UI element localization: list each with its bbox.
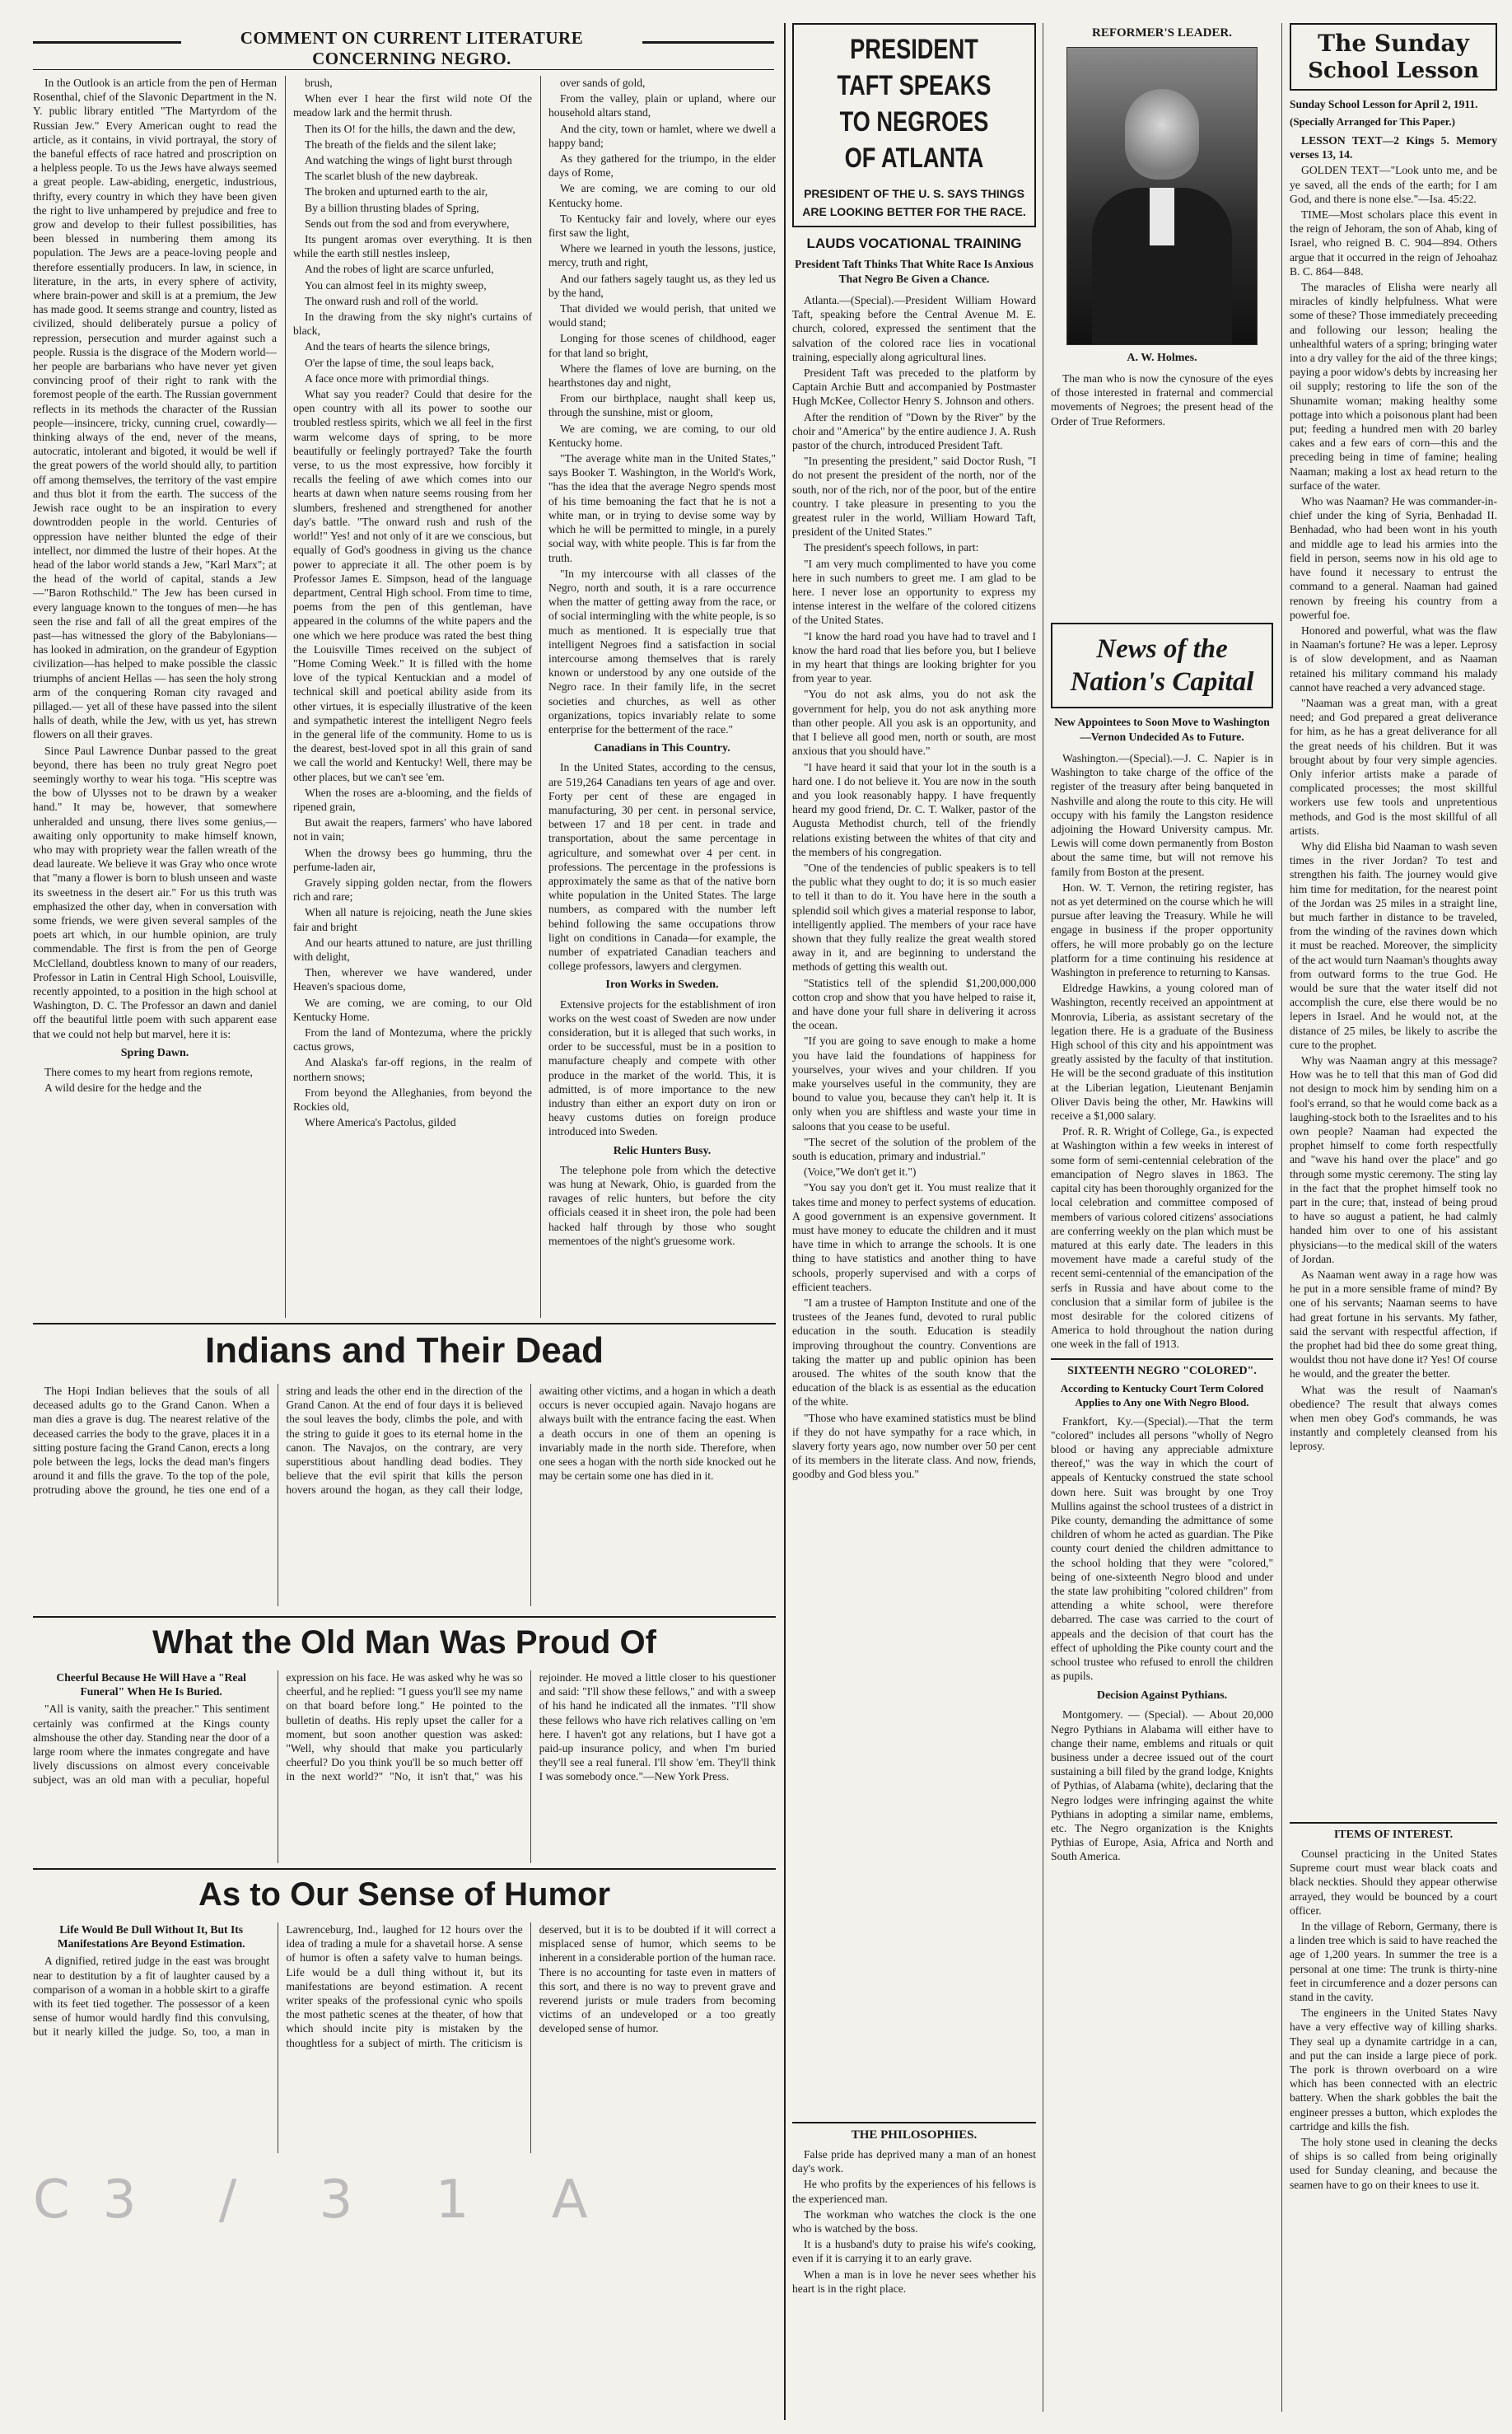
philosophy-item: He who profits by the experiences of his fellows is the experienced man. [792,2178,1036,2205]
poem-line: From the valley, plain or upland, where our household altars stand, [548,92,776,119]
oldman-body: "All is vanity, saith the preacher." This sentiment certainly was confirmed at the Kings county almshouse the other day. Standing near the door of a large room where the inmates congregate and have lively discussions on almost every conceivable subject, was an old man with a peculiar, hopeful expression on his face. He was asked why he was so cheerful, and he replied: "I guess you'll see my name on that board before long." He pointed to the bulletin of deaths. His reply upset the caller for a moment, but soon another question was asked: "Well, why should that make you particularly cheerful? Do you think you'll be so much better off in the next world?" "No, it isn't that," was his rejoinder. He moved a little closer to his questioner and said: "I'll show these fellows," and with a sweep of his hand he indicated all the inmates. "I'll show these fellows who have rich relatives calling on 'em here. I haven't got any relations, but I have got a paid-up insurance policy, and when I'm buried they'll see a real funeral. I'll show 'em. They'll think I was somebody once."—New York Press. [33,1671,776,1787]
philosophy-item: When a man is in love he never sees whether his heart is in the right place. [792,2268,1036,2295]
poem-line: Where America's Pactolus, gilded [305,1116,456,1129]
comment-column-1 [33,76,277,1318]
poem-line: over sands of gold, [560,77,646,89]
humor-title: As to Our Sense of Humor [198,1876,611,1913]
comment-paragraph: Extensive projects for the establishment of iron works on the west coast of Sweden are now under consideration, but it is alleged that such works, in order to be successful, must be in a position to manufacture cheaply and compete with other produce in the market of the world. This, it is admitted, is of more importance to the new industry than either an export duty on iron or heavy customs duties on foreign produce introduced into Sweden. [548,997,776,1138]
news-paragraph: Washington.—(Special).—J. C. Napier is in Washington to take charge of the office of the register of the treasury after being banqueted in Nashville and along the route to this city. He will occupy with his family the Langston residence adjoining the Howard University campus. Mr. Lewis will come down permanently from Boston about the same time, but will not remove his family from Boston at the present. [1051,752,1273,878]
comment-header-title: COMMENT ON CURRENT LITERATURE CONCERNING NEGRO. [181,28,642,59]
items-paragraph: The engineers in the United States Navy have a very effective way of killing sharks. They seal up a dynamite cartridge in a can, and put the can inside a large piece of pork. The pork is thrown overboard on a wire which has been connected with an electric battery. When the shark gobbles the bait the engineer presses a button, which explodes the cartridge and kills the fish. [1290,2007,1497,2133]
poem-line: The onward rush and roll of the world. [305,294,478,307]
comment-header [33,23,774,64]
poem-line: Sends out from the sod and from everywhere, [305,217,510,230]
taft-deck-2: LAUDS VOCATIONAL TRAINING [806,236,1022,251]
taft-title: PRESIDENT TAFT SPEAKS TO NEGROES OF ATLANTA [837,34,992,174]
oldman-deck: Cheerful Because He Will Have a "Real Funeral" When He Is Buried. [56,1671,246,1698]
taft-body [792,293,1036,2122]
taft-paragraph: "I have heard it said that your lot in the south is a hard one. I do not believe it. You are now in the south and you look reasonably happy. I have frequently heard my good friend, Dr. C. T. Walker, pastor of the Augusta Methodist church, tell of the friendly relations existing between the whites of that city and the members of his congregation. [792,760,1036,858]
poem-line: O'er the lapse of time, the soul leaps back, [305,356,494,369]
poem-line: That divided we would perish, that united we would stand; [548,302,776,329]
comment-paragraph: "The average white man in the United States," says Booker T. Washington, in the World's Work, "has the idea that the average Negro spends most of his time bemoaning the fact that he is not a white man, or in trying to devise some way by which he will be permitted to mingle, in a purely social way, with white people. This is far from the truth. [548,452,776,564]
taft-paragraph: "Statistics tell of the splendid $1,200,000,000 cotton crop and show that you have helped to raise it, and have done your full share in delivering it across the ocean. [792,976,1036,1032]
sixteenth-title: SIXTEENTH NEGRO "COLORED". [1067,1364,1257,1377]
poem-line: You can almost feel in its mighty sweep, [305,278,487,292]
poem-line: When all nature is rejoicing, neath the June skies fair and bright [293,906,532,933]
poem-line: To Kentucky fair and lovely, where our eyes first saw the light, [548,212,776,240]
reformer-portrait [1066,47,1258,345]
poem-line: Gravely sipping golden nectar, from the flowers rich and rare; [293,876,532,904]
sunday-special: (Specially Arranged for This Paper.) [1290,115,1455,128]
taft-paragraph: After the rendition of "Down by the River" by the choir and "America" by the entire audience J. A. Rush pastor of the church, introduced President Taft. [792,410,1036,452]
comment-paragraph: Since Paul Lawrence Dunbar passed to the great beyond, there has been no truly great Negro poet seemingly worthy to wear his toga. "His sceptre was the bow of Ulysses not to be drawn by a weaker hand." It may be, however, that somewhere unheralded and unsung, there lives some genius,—awaiting only opportunity to make himself known, who may with propriety wear the fallen wreath of the dead laureate. We believe it was Gray who once wrote that "many a flower is born to blush unseen and waste its sweetness in the desert air." For us this truth was emphasized the other day, when in conversation with some friends, we were given several samples of the poets art which, in our humble opinion, are truly commendable. The first is from the pen of George McClelland, doubtless known to many of our readers, Professor in Latin in Central High School, Louisville, recently appointed, to a position in the high school at Washington, D. C. The Professor an dawn and daniel off the beautiful little poem with such apparent ease that we could not help but marvel, here it is: [33,744,277,1040]
pythians-body: Montgomery. — (Special). — About 20,000 Negro Pythians in Alabama will either have to change their name, emblems and rituals or quit business under a decree issued out of the court sustaining a bill filed by the grand lodge, Knights of Pythias, of Alabama (white), declaring that the Negro lodges were infringing against the white Pythians in adopting a similar name, emblems, etc. The Negro organization is the Knights Pythias of Europe, Asia, Africa and North and South America. [1051,1708,1273,1863]
sixteenth-body: Frankfort, Ky.—(Special).—That the term "colored" includes all persons "wholly of Negro blood or having any appreciable admixture thereof," was the way in which the court of appeals of Kentucky construed the state school down here. Suit was brought by one Troy Mullins against the school trustees of a district in Pike county, demanding the admittance of some children of whom he acted as guardian. The Pike county court denied the children admittance to the school holding that they were "colored," being of one-sixteenth Negro blood and under the state law prohibiting "colored children" from attending a white school, were therefore debarred. The case was carried to the court of appeals and the decision of that court has the effect of upholding the Pike county court and the school trustee who refused to enroll the children as pupils. [1051,1414,1273,1683]
poem-line: And the city, town or hamlet, where we dwell a happy band; [548,122,776,149]
items-paragraph: The holy stone used in cleaning the decks of ships is so called from being originally used for Sunday cleaning, and because the seamen have to go on their knees to use it. [1290,2136,1497,2191]
comment-paragraph: The telephone pole from which the detective was hung at Newark, Ohio, is guarded from the ravages of relic hunters, but before the city officials ceased it in sheet iron, the pole had been hacked half through by those who sought mementoes of the night's gruesome work. [548,1163,776,1247]
canadians-subhead: Canadians in This Country. [594,742,730,755]
items-box [1290,1822,1497,2192]
poem-line: Longing for those scenes of childhood, eager for that land so bright, [548,332,776,359]
news-paragraph: Eldredge Hawkins, a young colored man of Washington, recently received an appointment at Monrovia, Liberia, as assistant secretary of the legation there. He is a graduate of the Business High school of this city and his appointment was greatly assisted by the faculty of that institution. He will be the second graduate of this institution at the Liberian legation, Lieutenant Benjamin Oliver Davis being the other, Mr. Hawkins will receive a $1,000 salary. [1051,982,1273,1123]
poem-line: From the land of Montezuma, where the prickly cactus grows, [293,1026,532,1053]
poem-line: Its pungent aromas over everything. It is then while the earth still nestles insleep, [293,233,532,260]
taft-paragraph: (Voice,"We don't get it.") [804,1166,917,1179]
indians-article [33,1328,776,1613]
news-deck: New Appointees to Soon Move to Washington—Vernon Undecided As to Future. [1054,716,1270,743]
taft-article [792,23,1036,2412]
taft-paragraph: "I am very much complimented to have you come here in such numbers to greet me. I am glad to be here. I never lose an opportunity to express my intense interest in the welfare of the colored citizens of the United States. [792,557,1036,627]
taft-paragraph: "You say you don't get it. You must realize that it takes time and money to perfect systems of education. A good government is an expensive government. It must have money to educate the children and it must have time in which to arrange the schools. It is one thing to have statistics and another thing to have schools, properly supervised and with a corps of efficient teachers. [792,1181,1036,1293]
sunday-paragraph: Why was Naaman angry at this message? How was he to tell that this man of God did not design to mock him by sending him on a fool's errand, so that he would come back as a laughing-stock both to the Israelites and to his own people? Naaman had expected the prophet himself to come forth respectfully and "wave his hand over the place" and go through some mystic ceremony. The sting lay in the fact that the prophet himself took no part in the cure; that, instead of being proud to have so august a patient, he had calmly handed him over to one of his assistant physicians—to the medical skill of the waters of Jordan. [1290,1054,1497,1265]
poem-line: The broken and upturned earth to the air, [305,185,488,199]
sunday-title-line-2: School Lesson [1308,58,1479,83]
sixteenth-deck: According to Kentucky Court Term Colored Applies to Any one With Negro Blood. [1060,1381,1264,1409]
sunday-paragraph: The maracles of Elisha were nearly all miracles of kindly helpfulness. What were some of these? Those immediately preceeding and following our lesson; healing the unhealthful waters of a spring; bringing water into a dry valley for the aid of the three kings; paying a poor widow's debts by increasing her oil supply; restoring to life the son of the Shunamite woman; making healthy some pottage into which a poisonous plant had been put; feeding a hundred men with 20 barley cakes and a few ears of corn—this and the preceding being in time of famine; healing Naaman; making a lost ax head return to the surface of the water. [1290,281,1497,492]
poem-line: As they gathered for the triumpo, in the elder days of Rome, [548,152,776,180]
poem-line: Then, wherever we have wandered, under Heaven's spacious dome, [293,966,532,993]
sunday-title-box [1290,23,1497,91]
poem-line: And watching the wings of light burst through [305,154,512,167]
taft-paragraph: "I know the hard road you have had to travel and I know the hard road that lies before you, but I believe in my heart that things are looking brighter for you from year to year. [792,629,1036,685]
philosophy-item: It is a husband's duty to praise his wife's cooking, even if it is carrying it to an early grave. [792,2238,1036,2265]
reformer-caption: A. W. Holmes. [1127,352,1197,364]
poem-line: When ever I hear the first wild note Of the meadow lark and the hermit thrush. [293,92,532,119]
news-paragraph: Prof. R. R. Wright of College, Ga., is expected at Washington within a few weeks in interest of some form of semi-centennial celebration of the emancipation of Negro slaves in 1863. The capital city has been thoroughly organized for the local celebration and committee composed of members of various colored citizens' associations are conferring weekly on the plan which must be matured at this early date. The leaders in this movement have made a careful study of the recent semi-centennial of the emancipation of the serfs in Russia and have about come to the conclusion that a similar form of jubilee is the most desirable for the colored citizens of America to hold throughout the nation during one week in the fall of 1913. [1051,1125,1273,1351]
comment-column-2 [293,76,532,1318]
comment-paragraph: In the Outlook is an article from the pen of Herman Rosenthal, chief of the Slavonic Department in the N. Y. public library entitled "The Martyrdom of the Russian Jew." Every American ought to read the article, as it contains, in vivid portrayal, the story of the baneful effects of race hatred and proscription on a helpless people. To us the Jews have always seemed a great people. Law-abiding, energetic, industrious, thrifty, every country in which they have been given the right to live unhampered by prejudice and free to grow and develop to their fullest possibilities, has been blessed in numbering them among its population. The Jews are a peace-loving people and therefore essentially producers. In law, in science, in literature, in the arts, in every sphere of activity, where brain-power and skill is at a premium, the Jew has made good. It seems strange and country, listed as civilized, should deliberately pursue a policy of repression, persecution and murder against such a people. Russia is the disgrace of the Modern world—her people are barbarians who have never yet given convincing proof of their right to rank with the foremost people of the earth. The Russian government reflects in its methods the character of the Russian people—insincere, tricky, cunning cruel, cowardly—thinking always of the end, never of the means, autocratic, intolerant and bigoted, it would be well if the great powers of the world should ally, to partition off among themselves, the territory of the vast empire and thus blot it from the earth. The success of the Jewish race ought to be an inspiration to every downtrodden people in the world. Centuries of oppression have neither blunted the edge of their intellect, nor dimmed the lustre of their hopes. At the head of the labor world stands a Jew, "Karl Marx"; at the head of the world of capital, stands a Jew—"Baron Rothschild." The Jew has been cursed in every language known to the tongues of men—he has seen the rise and fall of all the great empires of the past—has witnessed the glory of the Babylonians—has looked in admiration, on the grandeur of Egyption civilization—has helped to make possible the classic triumphs of ancient Hellas — has seen the holy strong arm of the conquering Roman city ravaged and pillaged.— yet all of these have passed into the silent halls of death, while the Jew, with us yet, has strewn flowers on all their graves. [33,77,277,741]
humor-article [33,1873,776,2417]
poem-line: In the drawing from the sky night's curtains of black, [293,311,532,338]
sunday-paragraph: GOLDEN TEXT—"Look unto me, and be ye saved, all the ends of the earth; for I am God, and there is none else."—Isa. 45:22. [1290,164,1497,205]
sunday-paragraph: LESSON TEXT—2 Kings 5. Memory verses 13, 14. [1290,134,1497,161]
sunday-body [1290,133,1497,1822]
taft-paragraph: The president's speech follows, in part: [804,541,979,554]
poem-line: The breath of the fields and the silent lake; [305,138,497,151]
oldman-columns [33,1670,776,1863]
poem-line: Then its O! for the hills, the dawn and the dew, [305,122,516,135]
poem-line: By a billion thrusting blades of Spring, [305,201,479,214]
philosophy-item: False pride has deprived many a man of an honest day's work. [792,2148,1036,2175]
taft-paragraph: "In presenting the president," said Doctor Rush, "I do not present the president of the north, nor of the south, nor of the rich, nor of the poor, but of the entire country. I take pleasure in presenting to you the greatest ruler in the world, William Howard Taft, president of the United States." [792,455,1036,539]
iron-works-subhead: Iron Works in Sweden. [605,979,719,992]
poem-line: We are coming, we are coming, to our Old Kentucky Home. [293,996,532,1023]
taft-paragraph: President Taft was preceded to the platform by Captain Archie Butt and accompanied by Postmaster Hugh McKee, Collector Henry S. Johnson and others. [792,367,1036,408]
reformer-body: The man who is now the cynosure of the eyes of those interested in fraternal and commercial movements of Negroes; the present head of the Order of True Reformers. [1051,372,1273,427]
sixteenth-box [1051,1358,1273,1684]
sunday-paragraph: Why did Elisha bid Naaman to wash seven times in the river Jordan? To test and strengthen his faith. The journey would give him time for meditation, for the nearest point of the Jordan was 25 miles in a straight line, but much farther in distance to be traveled, from the winding of the ravines down which it must be reached. Moreover, the simplicity of the act would turn Naaman's thoughts away from outward forms to the true God. He would be sure that the water itself did not accomplish the cure, else there would be no lepers in Israel. And he would not, at the distance of 25 miles, be likely to ascribe the cure to the prophet. [1290,839,1497,1051]
taft-paragraph: "I am a trustee of Hampton Institute and one of the trustees of the Jeanes fund, devoted to rural public education in the south. Education is steadily improving throughout the country. Conventions are taking the matter up and public opinion has been aroused. The whites of the south know that the education of the black is as essential as the education of the white. [792,1296,1036,1409]
humor-body: A dignified, retired judge in the east was brought near to destitution by a fit of laughter caused by a comparison of a woman in a hobble skirt to a giraffe with its feet tied together. The possessor of a keen sense of humor would hardly find this convulsing, but it nearly killed the judge. So, too, a man in Lawrenceburg, Ind., laughed for 12 hours over the idea of trading a mule for a shavetail horse. A sense of humor is often a safety valve to human beings. Life would be a dull thing without it, but its manifestations are beyond estimation. A recent writer speaks of the professional cynic who spoils the most pathetic scenes at the theater, of how that which should incite pity is mistaken by the thoughtless for a subject of mirth. The criticism is deserved, but it is to be doubted if it will correct a misplaced sense of humor, which seems to be inherent in a considerable portion of the human race. There is no accounting for taste even in matters of this sort, and there is no way to prevent grave and reverend jurists or mule traders from becoming victims of an undeveloped or a too greatly developed sense of humor. [33,1923,776,2049]
taft-paragraph: "You do not ask alms, you do not ask the government for help, you do not ask anything more than other people. All you ask is an opportunity, and that I believe all good men, north or south, are most anxious that you should have." [792,688,1036,758]
taft-paragraph: "Those who have examined statistics must be blind if they do not have sympathy for a race which, in slavery forty years ago, now number over 50 per cent of its members in the literate class. And now, friends, goodby and God bless you." [792,1411,1036,1481]
sunday-paragraph: Honored and powerful, what was the flaw in Naaman's fortune? He was a leper. Leprosy is of slow development, and as Naaman retained his military command his malady cannot have reached a very advanced stage. [1290,624,1497,694]
taft-headline-box [792,23,1036,227]
footer-scrawl: C3 / 3 1 A [33,2170,621,2231]
items-paragraph: In the village of Reborn, Germany, there is a linden tree which is said to have reached the age of 1,200 years. In summer the tree is a personal at one time: The trunk is thirty-nine feet in circumference and a dozer persons can stand in the cavity. [1290,1920,1497,2004]
poem-line: And our hearts attuned to nature, are just thrilling with delight, [293,936,532,963]
poem-line: brush, [305,77,333,89]
items-paragraph: Counsel practicing in the United States Supreme court must wear black coats and black neckties. Should they appear otherwise arrayed, they would be bounced by a court officer. [1290,1848,1497,1917]
taft-deck-1: PRESIDENT OF THE U. S. SAYS THINGS ARE LOOKING BETTER FOR THE RACE. [802,187,1026,218]
relic-hunters-subhead: Relic Hunters Busy. [613,1144,712,1157]
sunday-paragraph: Who was Naaman? He was commander-in-chief under the king of Syria, Benhadad II. Benhadad, who had been wont in his youth and middle age to lead his armies into the field in person, seems now in his old age to have found it necessary to entrust the command to a general. Naaman had gained renown by freeing his country from a powerful foe. [1290,495,1497,621]
poem-line: When the roses are a-blooming, and the fields of ripened grain, [293,786,532,813]
sunday-deck: Sunday School Lesson for April 2, 1911. [1290,98,1478,110]
oldman-title: What the Old Man Was Proud Of [152,1624,656,1661]
items-title: ITEMS OF INTEREST. [1333,1829,1454,1841]
poem-title: Spring Dawn. [120,1046,189,1059]
poem-line: Where the flames of love are burning, on the hearthstones day and night, [548,362,776,390]
sunday-paragraph: "Naaman was a great man, with a great need; and God prepared a great deliverance for him, as he has a great deliverance for all the great needs of his children. But it was brought about by four very simple agencies. Only inferior artists make a parade of complicated processes; the most skillful workers use few tools and unpretentious methods, and God is the most skillful of all artists. [1290,696,1497,837]
news-paragraph: Hon. W. T. Vernon, the retiring register, has not as yet determined on the course which he will pursue after leaving the Treasury. While he will engage in business if the proper opportunity offers, he will more probably go on the lecture platform for a time continuing his residence at Washington in preference to returning to Kansas. [1051,881,1273,979]
poem-line: But await the reapers, farmers' who have labored not in vain; [293,816,532,843]
poem-line: There comes to my heart from regions remote, [44,1066,253,1079]
comment-paragraph: "In my intercourse with all classes of the Negro, north and south, it is a rare occurrence when the matter of getting away from the race, or of social intermingling with the white people, is so much as mentioned. It is especially true that intelligent Negroes find a satisfaction in social intercourse among themselves that is rarely known or understood by any one outside of the Negro race. In their family life, in the secret societies and churches, as well as other organizations, topics invariably relate to some enterprise for the betterment of the race." [548,567,776,736]
taft-paragraph: "If you are going to save enough to make a home you have laid the foundations of happiness for yourselves, your wives and your children. If you make yourselves useful in the community, they are bound to value you, because they can't help it. It is only when you are shiftless and waste your time in saloons that you cease to be useful. [792,1035,1036,1133]
humor-deck: Life Would Be Dull Without It, But Its Manifestations Are Beyond Estimation. [57,1923,245,1950]
indians-title: Indians and Their Dead [204,1330,604,1371]
poem-line: Where we learned in youth the lessons, justice, mercy, truth and right, [548,242,776,269]
humor-columns [33,1922,776,2153]
poem-line: And the tears of hearts the silence brings, [305,340,490,353]
sunday-paragraph: TIME—Most scholars place this event in the reign of Jehoram, the son of Ahab, king of Israel, who reigned B. C. 904—894. Others argue that it occurred in the reign of Jehoahaz B. C. 864—848. [1290,208,1497,278]
poem-line: We are coming, we are coming to our old Kentucky home. [548,182,776,209]
reformer-title: REFORMER'S LEADER. [1091,26,1233,40]
philosophies-box [792,2122,1036,2296]
reformer-article [1051,23,1273,618]
comment-paragraph: In the United States, according to the census, are 519,264 Canadians ten years of age and over. Forty per cent of these are engaged in manufacturing, 30 per cent. in personal service, between 17 and 18 per cent. in trade and transportation, about the same percentage in agriculture, and somewhat over 4 per cent. in professions. The percentage in the professions is approximately the same as that of the native born white population in the United States. The large numbers, as compared with the number left behind following the same occupations throw light on conditions in Canada—for example, the number of expatriated Canadian teachers and college professors, lawyers and clergymen. [548,761,776,973]
poem-line: From our birthplace, naught shall keep us, through the sunshine, mist or gloom, [548,392,776,419]
poem-line: And the robes of light are scarce unfurled, [305,263,494,276]
taft-paragraph: "The secret of the solution of the problem of the south is education, primary and industrial." [792,1135,1036,1162]
comment-paragraph: What say you reader? Could that desire for the open country with all its power to soothe our troubled restless spirits, which we all feel in the first warm welcome days of spring, to be more beautifully or feelingly portrayed? Take the fourth verse, to us the most expressive, how forcibly it recalls the feeling of awe which comes into our hearts at dawn when nature seems rousing from her slumbers, freshened and strengthened for another day's battle. "The onward rush and rush of the world!" Yes! and not only of it are we conscious, but equally of God's goodness in giving us the chance power to appreciate it all. The other poem is by Professor James E. Simpson, head of the language department, Central High school. From time to time, poems from the pen of this gentleman, have appeared in the columns of the white papers and the one which we here produce was rated the best thing the Louisville Times received on the subject of "Home Coming Week." It is filled with the home love of the typical Kentuckian and a model of technical skill and poetical ability aside from its other virtues, it is especially illustrative of the keen and sympathetic interest the intelligent Negro feels in the general life of the community. Home to us is the dearest, best-loved spot in all this grain of sand we call the world and Kentucky! Well, there may be other places, but we can't see 'em. [293,388,532,783]
poem-line: And Alaska's far-off regions, in the realm of northern snows; [293,1056,532,1083]
sunday-article [1290,23,1497,2412]
poem-line: When the drowsy bees go humming, thru the perfume-laden air, [293,846,532,873]
poem-line: A wild desire for the hedge and the [44,1082,202,1095]
sunday-paragraph: As Naaman went away in a rage how was he put in a more sensible frame of mind? By one of his servants; Naaman seems to have had great fortune in his servants. My father, said the servant with respectful affection, if the prophet had bid thee do some great thing, wouldst thou not have done it? Yes! Of course he would, and the greater the better. [1290,1268,1497,1381]
poem-line: A face once more with primordial things. [305,371,489,385]
oldman-article [33,1621,776,1865]
news-article [1051,623,1273,2412]
philosophies-title: THE PHILOSOPHIES. [851,2128,978,2142]
indians-body: The Hopi Indian believes that the souls of all deceased adults go to the Grand Canon. When a man dies a grave is dug. The nearest relative of the deceased carries the body to the grave, places it in a sitting posture facing the Grand Canon, erects a long pole between the legs, locks the dead man's fingers around it and fills the grave. To the top of the pole, protruding above the ground, he ties one end of a string and leads the other end in the direction of the Grand Canon. At the end of four days it is believed the soul leaves the body, climbs the pole, and with the string to guide it goes to its eternal home in the canon. The Navajos, on the contrary, are very superstitious about handling dead bodies. They believe that the evil spirit that kills the person hovers around the hogan, as they call their lodge, awaiting other victims, and a hogan in which a death occurs is never occupied again. Navajo hogans are always built with the entrance facing the east. When a death occurs in one of them an opening is invariably made in the north side. Therefore, when one sees a hogan with the north side knocked out he may be certain some one has died in it. [33,1385,776,1497]
news-title-box [1051,623,1273,708]
philosophy-item: The workman who watches the clock is the one who is watched by the boss. [792,2207,1036,2235]
comment-column-3 [548,76,776,1318]
sunday-paragraph: What was the result of Naaman's obedience? The result that always comes when men obey God's commands, he was instantly and completely cleansed from his leprosy. [1290,1383,1497,1453]
poem-line: And our fathers sagely taught us, as they led us by the hand, [548,272,776,299]
taft-paragraph: Atlanta.—(Special).—President William Howard Taft, speaking before the Central Avenue M. E. church, colored, expressed the sentiment that the salvation of the colored race lies in vocational training, especially along agricultural lines. [792,294,1036,363]
poem-line: The scarlet blush of the new daybreak. [305,170,478,183]
taft-paragraph: "One of the tendencies of public speakers is to tell the public what they ought to do; it is so much easier to tell it than to do it. You have here in the south a splendid soil which gives a material response to labor, intelligently applied. The members of your race have shown that they fully realize the great wealth stored away in it, and are beginning to understand the methods of getting this wealth out. [792,861,1036,974]
pythians-title: Decision Against Pythians. [1096,1689,1228,1703]
sunday-title-line-1: The Sunday [1318,30,1469,57]
taft-deck-3: President Taft Thinks That White Race Is Anxious That Negro Be Given a Chance. [795,258,1034,285]
poem-line: We are coming, we are coming, to our old Kentucky home. [548,422,776,449]
pythians-box [1051,1689,1273,1863]
news-title: News of the Nation's Capital [1070,634,1254,697]
poem-line: From beyond the Alleghanies, from beyond the Rockies old, [293,1086,532,1114]
